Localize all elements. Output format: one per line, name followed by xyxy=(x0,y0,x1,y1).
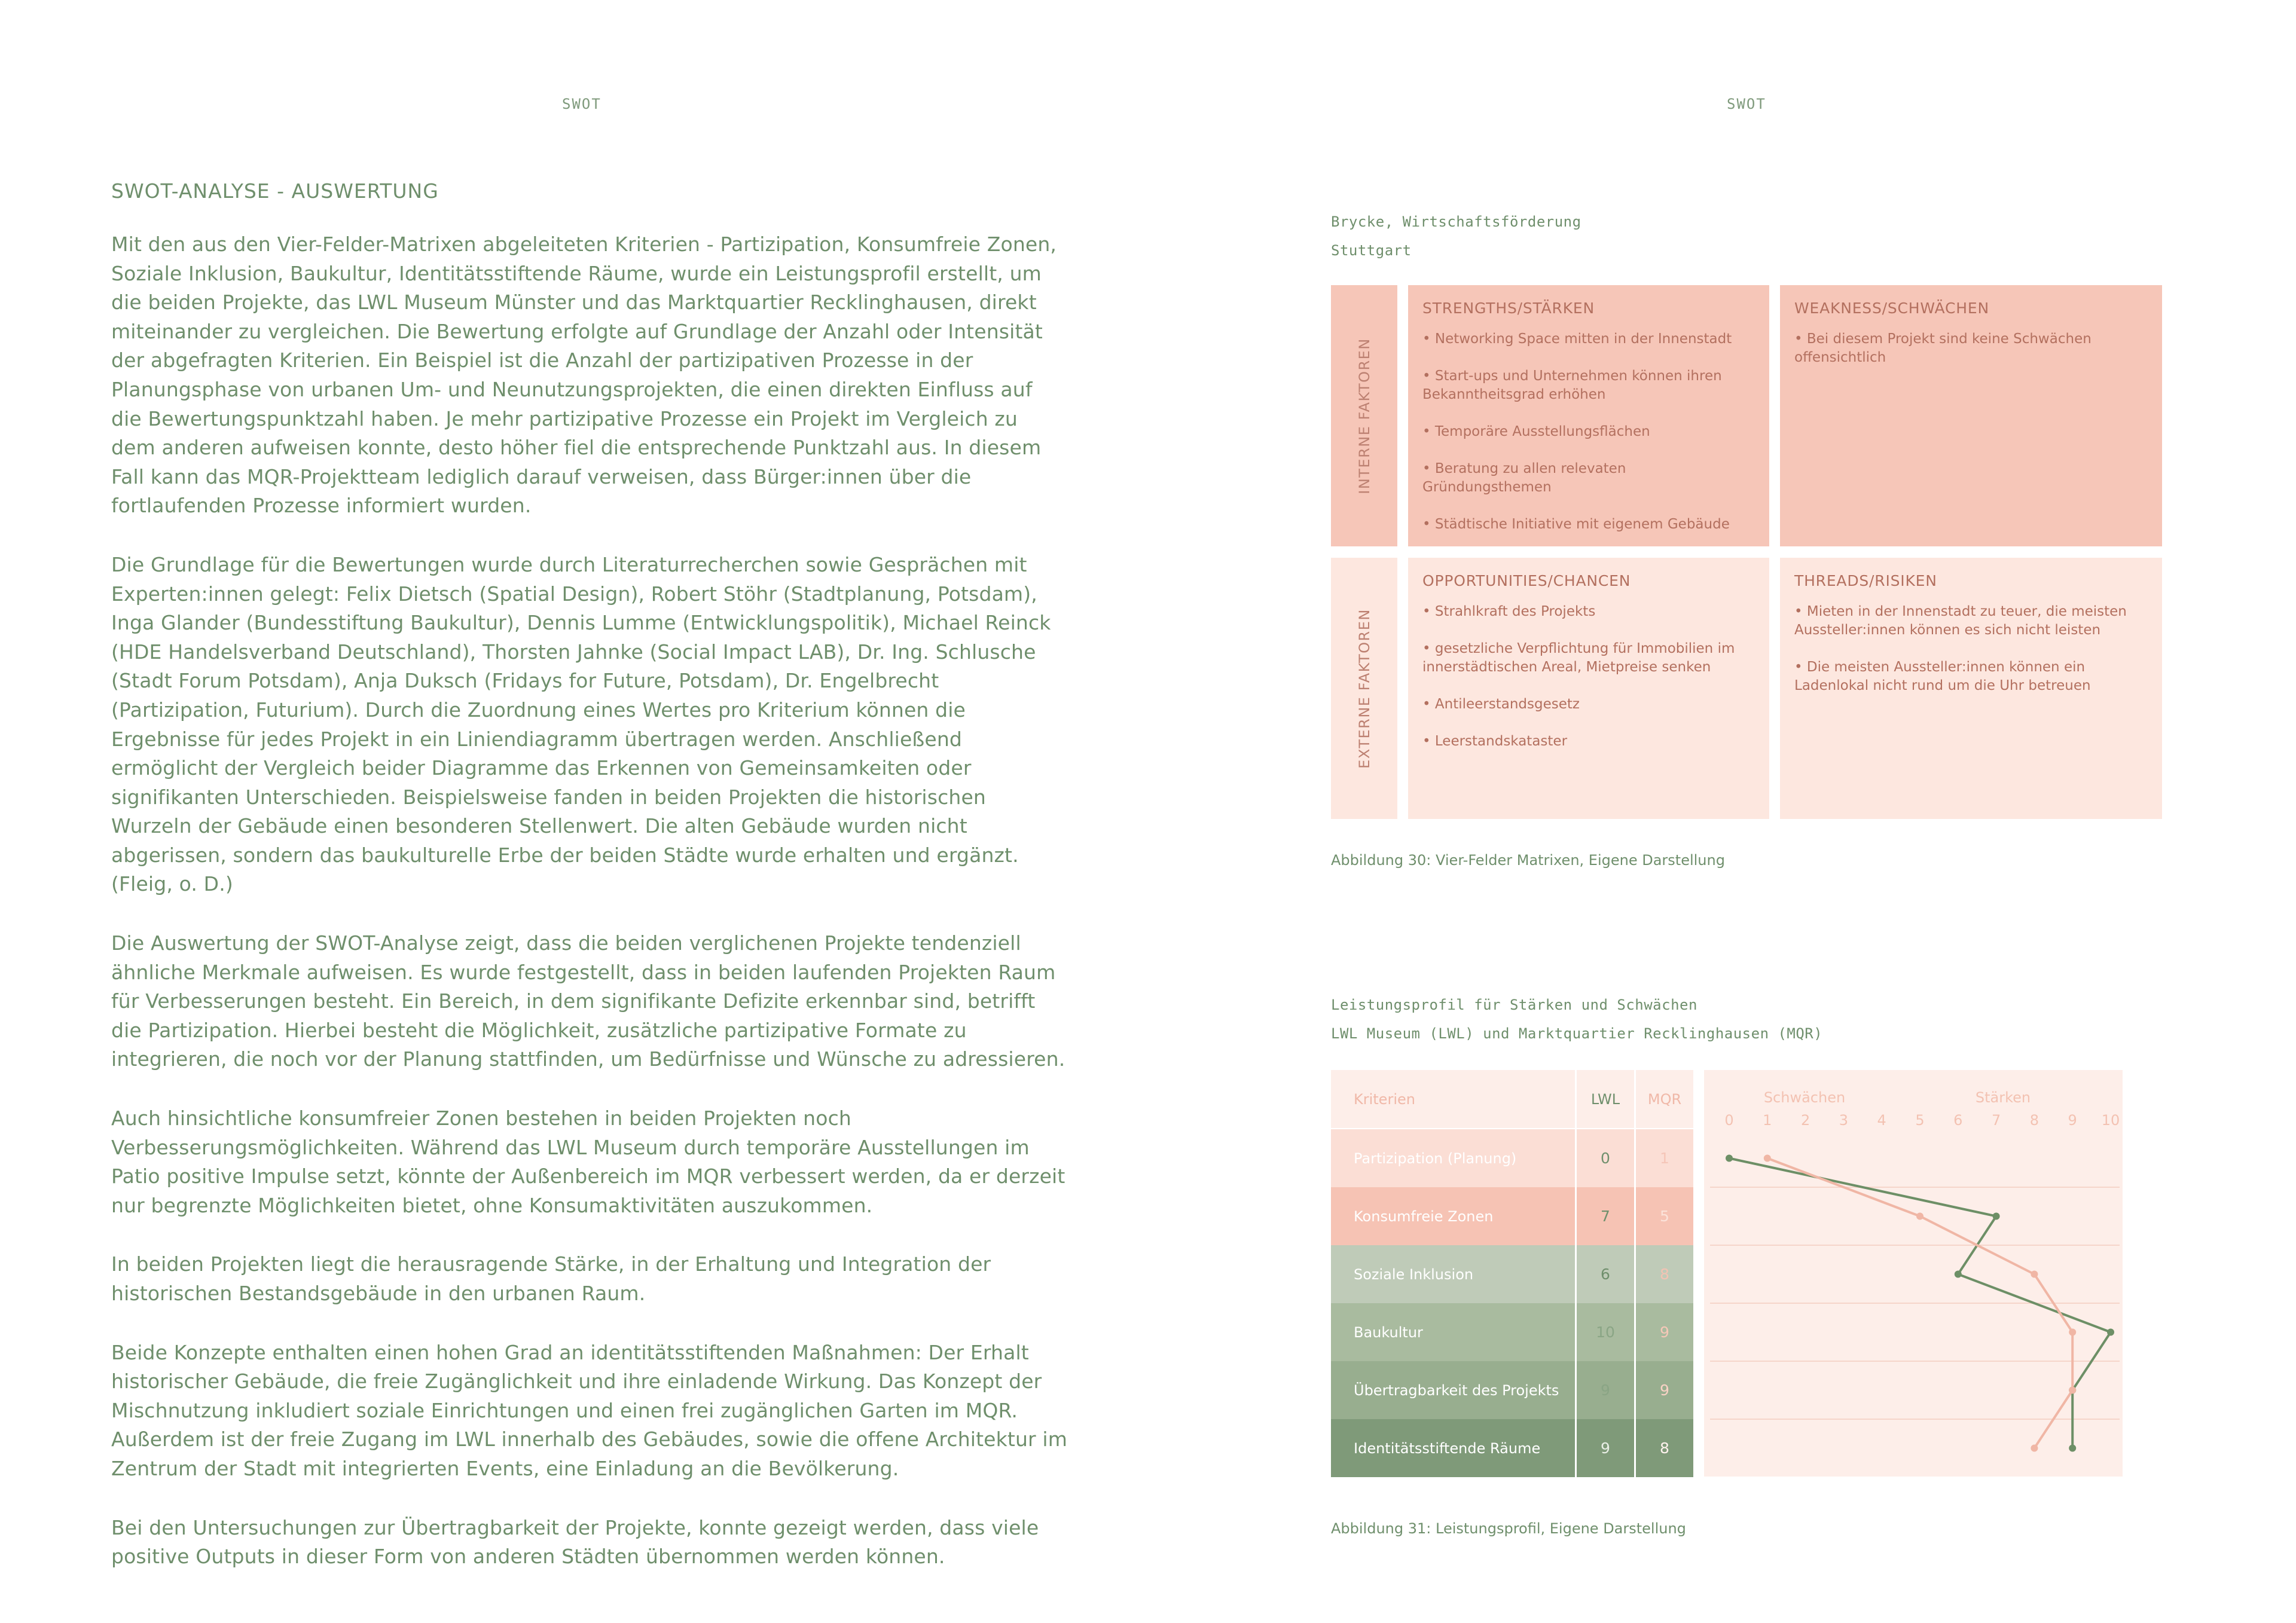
lwl-value: 7 xyxy=(1577,1187,1634,1245)
swot-label-line2: Stuttgart xyxy=(1331,242,1412,259)
paragraph: Die Grundlage für die Bewertungen wurde durch Literaturrecherchen sowie Gesprächen mit Experten:innen gelegt: Felix Dietsch (Spatial Design), Robert Stöhr (Stadtplanung, Potsdam), Inga Glander (Bundesstiftung Baukultur), Dennis Lumme (Entwicklungspolitik), Michael Reinck (HDE Handelsverband Deutschland), Thorsten Jahnke (Social Impact LAB), Dr. Ing. Schlusche (Stadt Forum Potsdam), Anja Duksch (Fridays for Future, Potsdam), Dr. Engelbrecht (Partizipation, Futurium). Durch die Zuordnung eines Wertes pro Kriterium können die Ergebnisse für jedes Projekt in ein Liniendiagramm übertragen werden. Anschließend ermöglicht der Vergleich beider Diagramme das Erkennen von Gemeinsamkeiten oder signifikanten Unterschieden. Beispielsweise fanden in beiden Projekten die historischen Wurzeln der Gebäude einen besonderen Stellenwert. Die alten Gebäude wurden nicht abgerissen, sondern das baukulturelle Erbe der beiden Städte wurde erhalten und ergänzt. (Fleig, o. D.) xyxy=(111,552,1051,896)
list-item: • Die meisten Aussteller:innen können ein Ladenlokal nicht rund um die Uhr betreuen xyxy=(1794,659,2091,693)
lwl-value: 0 xyxy=(1577,1129,1634,1187)
section-heading: SWOT-ANALYSE - AUSWERTUNG xyxy=(111,179,439,203)
opportunities-title: OPPORTUNITIES/CHANCEN xyxy=(1422,572,1631,589)
paragraph: Auch hinsichtliche konsumfreier Zonen bestehen in beiden Projekten noch Verbesserungsmöglichkeiten. Während das LWL Museum durch temporäre Ausstellungen im Patio positive Impulse setzt, könnte der Außenbereich im MQR verbessert werden, da er derzeit nur begrenzte Möglichkeiten bietet, ohne Konsumaktivitäten auszukommen. xyxy=(111,1107,1065,1217)
x-tick-label: 2 xyxy=(1800,1112,1810,1129)
data-point-lwl xyxy=(2107,1329,2114,1336)
data-point-lwl xyxy=(2069,1445,2076,1452)
region-label-strong: Stärken xyxy=(1975,1089,2031,1106)
running-head-right: SWOT xyxy=(1727,96,1766,112)
list-item: • Start-ups und Unternehmen können ihren Bekanntheitsgrad erhöhen xyxy=(1422,368,1722,402)
swot-label-line1: Brycke, Wirtschaftsförderung xyxy=(1331,213,1581,230)
list-item: • Antileerstandsgesetz xyxy=(1422,696,1580,712)
data-point-lwl xyxy=(1726,1155,1733,1162)
paragraph: Bei den Untersuchungen zur Übertragbarkeit der Projekte, konnte gezeigt werden, dass viele positive Outputs in dieser Form von anderen Städten übernommen werden können. xyxy=(111,1515,1039,1569)
mqr-value: 8 xyxy=(1636,1419,1693,1477)
list-item: • Leerstandskataster xyxy=(1422,733,1568,749)
lwl-value: 9 xyxy=(1577,1419,1634,1477)
figure-caption-31: Abbildung 31: Leistungsprofil, Eigene Darstellung xyxy=(1331,1520,1686,1537)
profile-label-line1: Leistungsprofil für Stärken und Schwächen xyxy=(1331,997,1697,1013)
data-point-mqr xyxy=(1916,1213,1923,1220)
criteria-header: Kriterien xyxy=(1331,1070,1575,1128)
lwl-header: LWL xyxy=(1577,1070,1634,1128)
data-point-lwl xyxy=(1993,1213,2000,1220)
x-tick-label: 1 xyxy=(1763,1112,1772,1129)
paragraph: Beide Konzepte enthalten einen hohen Grad an identitätsstiftenden Maßnahmen: Der Erhalt historischer Gebäude, die freie Zugänglichkeit und ihre einladende Wirkung. Das Konzept der Mischnutzung inkludiert soziale Einrichtungen und einen frei zugänglichen Garten im MQR. Außerdem ist der freie Zugang im LWL innerhalb des Gebäudes, sowie die offene Architektur im Zentrum der Stadt mit integrierten Events, eine Einladung an die Bevölkerung. xyxy=(111,1340,1068,1480)
data-point-lwl xyxy=(1955,1271,1962,1278)
chart-background xyxy=(1704,1070,2123,1477)
data-point-mqr xyxy=(1764,1155,1771,1162)
list-item: • Mieten in der Innenstadt zu teuer, die meisten Aussteller:innen können es sich nicht leisten xyxy=(1794,604,2127,638)
x-tick-label: 4 xyxy=(1877,1112,1886,1129)
criteria-row: Übertragbarkeit des Projekts xyxy=(1331,1361,1575,1419)
figure-caption-30: Abbildung 30: Vier-Felder Matrixen, Eigene Darstellung xyxy=(1331,852,1725,869)
mqr-value: 8 xyxy=(1636,1245,1693,1303)
data-point-mqr xyxy=(2069,1329,2076,1336)
x-tick-label: 6 xyxy=(1953,1112,1963,1129)
lwl-value: 10 xyxy=(1577,1303,1634,1361)
x-tick-label: 5 xyxy=(1915,1112,1925,1129)
profile-label-line2: LWL Museum (LWL) und Marktquartier Recklinghausen (MQR) xyxy=(1331,1025,1823,1042)
side-label-internal-text: INTERNE FAKTOREN xyxy=(1355,337,1373,494)
criteria-row: Soziale Inklusion xyxy=(1331,1245,1575,1303)
mqr-value: 9 xyxy=(1636,1361,1693,1419)
list-item: • gesetzliche Verpflichtung für Immobilien im innerstädtischen Areal, Mietpreise senken xyxy=(1422,641,1735,675)
mqr-value: 1 xyxy=(1636,1129,1693,1187)
list-item: • Networking Space mitten in der Innenstadt xyxy=(1422,331,1732,347)
x-tick-label: 10 xyxy=(2101,1112,2120,1129)
data-point-mqr xyxy=(2069,1387,2076,1394)
paragraph: Mit den aus den Vier-Felder-Matrixen abgeleiteten Kriterien - Partizipation, Konsumfreie Zonen, Soziale Inklusion, Baukultur, Identitätsstiftende Räume, wurde ein Leistungsprofil erstellt, um die beiden Projekte, das LWL Museum Münster und das Marktquartier Recklinghausen, direkt miteinander zu vergleichen. Die Bewertung erfolgte auf Grundlage der Anzahl oder Intensität der abgefragten Kriterien. Ein Beispiel ist die Anzahl der partizipativen Prozesse in der Planungsphase von urbanen Um- und Neunutzungsprojekten, die einen direkten Einfluss auf die Bewertungspunktzahl haben. Je mehr partizipative Prozesse ein Projekt im Vergleich zu dem anderen aufweisen konnte, desto höher fiel die entsprechende Punktzahl aus. In diesem Fall kann das MQR-Projektteam lediglich darauf verweisen, dass Bürger:innen über die fortlaufenden Prozesse informiert wurden. xyxy=(111,233,1057,518)
side-label-external-text: EXTERNE FAKTOREN xyxy=(1355,608,1373,769)
list-item: • Städtische Initiative mit eigenem Gebäude xyxy=(1422,516,1730,532)
paragraph: Die Auswertung der SWOT-Analyse zeigt, dass die beiden verglichenen Projekte tendenziell ähnliche Merkmale aufweisen. Es wurde festgestellt, dass in beiden laufenden Projekten Raum für Verbesserungen besteht. Ein Bereich, in dem signifikante Defizite erkennbar sind, betrifft die Partizipation. Hierbei besteht die Möglichkeit, zusätzliche partizipative Formate zu integrieren, die noch vor der Planung stattfinden, um Bedürfnisse und Wünsche zu adressieren. xyxy=(111,931,1065,1071)
criteria-row: Partizipation (Planung) xyxy=(1331,1129,1575,1187)
x-tick-label: 8 xyxy=(2029,1112,2039,1129)
data-point-mqr xyxy=(2031,1445,2038,1452)
paragraph: In beiden Projekten liegt die herausragende Stärke, in der Erhaltung und Integration der historischen Bestandsgebäude in den urbanen Raum. xyxy=(111,1252,991,1305)
criteria-row: Baukultur xyxy=(1331,1303,1575,1361)
x-tick-label: 7 xyxy=(1991,1112,2001,1129)
data-point-mqr xyxy=(2031,1271,2038,1278)
list-item: • Temporäre Ausstellungsflächen xyxy=(1422,424,1650,439)
mqr-value: 5 xyxy=(1636,1187,1693,1245)
mqr-value: 9 xyxy=(1636,1303,1693,1361)
region-label-weak: Schwächen xyxy=(1763,1089,1846,1106)
x-tick-label: 9 xyxy=(2068,1112,2077,1129)
list-item: • Strahlkraft des Projekts xyxy=(1422,604,1596,619)
strengths-title: STRENGTHS/STÄRKEN xyxy=(1422,299,1595,317)
list-item: • Beratung zu allen relevaten Gründungsthemen xyxy=(1422,461,1626,495)
threads-title: THREADS/RISIKEN xyxy=(1794,572,1937,589)
criteria-row: Konsumfreie Zonen xyxy=(1331,1187,1575,1245)
mqr-header: MQR xyxy=(1636,1070,1693,1128)
criteria-row: Identitätsstiftende Räume xyxy=(1331,1419,1575,1477)
running-head-left: SWOT xyxy=(562,96,602,112)
lwl-value: 6 xyxy=(1577,1245,1634,1303)
x-tick-label: 3 xyxy=(1839,1112,1849,1129)
x-tick-label: 0 xyxy=(1724,1112,1734,1129)
list-item: • Bei diesem Projekt sind keine Schwächen offensichtlich xyxy=(1794,331,2092,365)
lwl-value: 9 xyxy=(1577,1361,1634,1419)
weakness-title: WEAKNESS/SCHWÄCHEN xyxy=(1794,299,1989,317)
